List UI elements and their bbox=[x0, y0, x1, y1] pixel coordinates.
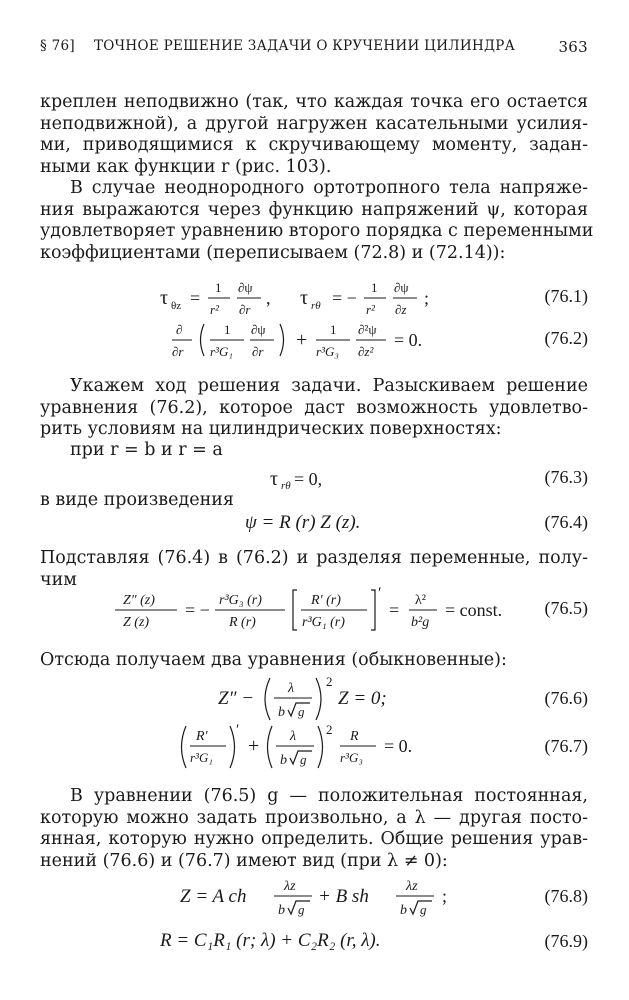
paragraph-4 bbox=[40, 548, 588, 591]
equals-zero: = 0. bbox=[394, 330, 423, 350]
text-line: В уравнении (76.5) g — положительная постоянная, bbox=[70, 786, 588, 806]
text-line: чим bbox=[40, 569, 77, 590]
equation-body: ψ = R (r) Z (z). bbox=[245, 512, 361, 533]
equation-76-2 bbox=[40, 318, 588, 362]
equals-minus: = − bbox=[185, 600, 210, 620]
text-line: которую можно задать произвольно, а λ — другая посто- bbox=[40, 807, 588, 828]
exponent: 2 bbox=[326, 674, 333, 689]
text-line: янная, которую нужно определить. Общие решения урав- bbox=[40, 829, 588, 850]
condition-text: при r = b и r = a bbox=[70, 440, 223, 460]
text-line: ными как функции r (рис. 103). bbox=[40, 156, 332, 177]
text-line: Укажем ход решения задачи. Разыскиваем решение bbox=[70, 376, 588, 396]
running-header bbox=[40, 38, 588, 60]
paragraph-5 bbox=[40, 650, 588, 672]
equation-number: (76.2) bbox=[544, 328, 588, 348]
running-title: ТОЧНОЕ РЕШЕНИЕ ЗАДАЧИ О КРУЧЕНИИ ЦИЛИНДРА bbox=[94, 38, 516, 54]
text-line: В случае неоднородного ортотропного тела напряже- bbox=[70, 178, 588, 198]
text-line: Подставляя (76.4) в (76.2) и разделяя переменные, полу- bbox=[40, 548, 588, 568]
denominator: ∂z bbox=[395, 302, 407, 317]
prime-mark: ′ bbox=[378, 585, 382, 602]
semicolon: ; bbox=[442, 886, 448, 906]
z-double-prime: Z″ − bbox=[218, 688, 255, 709]
denominator: ∂r bbox=[172, 344, 184, 359]
paragraph-2 bbox=[40, 178, 594, 264]
denominator: r³G₃ bbox=[316, 344, 339, 359]
equation-number: (76.5) bbox=[544, 598, 588, 618]
equation-number: (76.8) bbox=[544, 886, 588, 906]
numerator: ∂ψ bbox=[238, 280, 253, 295]
numerator: R bbox=[350, 729, 359, 744]
equation-number: (76.4) bbox=[544, 512, 588, 532]
product-text: в виде произведения bbox=[40, 490, 234, 510]
plus-sign: + bbox=[296, 329, 308, 351]
text-line: креплен неподвижно (так, что каждая точка его остается bbox=[40, 92, 588, 112]
numerator: ∂²ψ bbox=[358, 322, 377, 337]
denominator-b: b bbox=[278, 705, 285, 720]
numerator: R′ bbox=[196, 729, 208, 744]
tau-symbol: τ bbox=[160, 287, 169, 309]
numerator: 1 bbox=[330, 322, 337, 337]
equation-head: Z = A ch bbox=[180, 886, 247, 907]
plus-b-sh: + B sh bbox=[318, 886, 369, 907]
page-number: 363 bbox=[558, 38, 588, 56]
tau-symbol: τ bbox=[270, 468, 279, 490]
denominator: r³G₁ (r) bbox=[302, 615, 345, 630]
text-line: неподвижной), а другой нагружен касательными усилия- bbox=[40, 113, 588, 134]
numerator: R′ (r) bbox=[311, 593, 341, 608]
equals-minus: = − bbox=[332, 288, 357, 308]
equation-76-4 bbox=[40, 510, 588, 536]
equation-76-7 bbox=[40, 722, 588, 772]
denominator-b: b bbox=[280, 753, 287, 768]
denominator: r³G₁ bbox=[210, 344, 233, 359]
equation-76-9 bbox=[40, 928, 588, 956]
paragraph-3 bbox=[40, 376, 588, 441]
numerator: λ bbox=[290, 729, 297, 744]
numerator: ∂ψ bbox=[394, 280, 409, 295]
equation-rest: = 0, bbox=[294, 469, 323, 489]
equation-76-8 bbox=[40, 872, 588, 922]
denominator-b: b bbox=[278, 903, 285, 918]
numerator: λz bbox=[406, 879, 418, 894]
tau-symbol: τ bbox=[300, 287, 309, 309]
equation-tail: Z = 0; bbox=[338, 688, 387, 709]
comma: , bbox=[266, 288, 271, 308]
numerator: r³G₃ (r) bbox=[219, 593, 262, 608]
denominator-g: g bbox=[298, 704, 305, 719]
section-marker: § 76] bbox=[40, 38, 75, 54]
equation-number: (76.3) bbox=[544, 467, 588, 487]
equation-76-1 bbox=[40, 276, 588, 320]
numerator: λ bbox=[288, 681, 295, 696]
equation-number: (76.6) bbox=[544, 688, 588, 708]
denominator: r³G₁ bbox=[190, 750, 213, 765]
equation-76-6 bbox=[40, 674, 588, 724]
denominator: r³G₃ bbox=[340, 750, 363, 765]
semicolon: ; bbox=[424, 288, 430, 308]
denominator-g: g bbox=[300, 752, 307, 767]
text-line: коэффициентами (переписываем (72.8) и (72.14)): bbox=[40, 242, 506, 263]
text-line: рить условиям на цилиндрических поверхностях: bbox=[40, 419, 502, 440]
equals-const: = const. bbox=[445, 600, 503, 620]
denominator: R (r) bbox=[229, 615, 256, 630]
equation-76-5 bbox=[40, 586, 588, 634]
denominator: ∂r bbox=[252, 344, 264, 359]
prime-mark: ′ bbox=[236, 722, 240, 738]
numerator: ∂ bbox=[176, 322, 183, 337]
denominator: Z (z) bbox=[123, 615, 150, 630]
equals-zero: = 0. bbox=[384, 736, 413, 756]
subscript: rθ bbox=[311, 300, 321, 312]
plus-sign: + bbox=[248, 735, 260, 757]
denominator: b²g bbox=[411, 615, 430, 630]
denominator: r² bbox=[366, 302, 375, 317]
numerator: λ² bbox=[415, 593, 426, 608]
equals-sign: = bbox=[190, 288, 201, 308]
equation-number: (76.1) bbox=[544, 286, 588, 306]
denominator: ∂r bbox=[239, 302, 251, 317]
paragraph-6 bbox=[40, 786, 588, 872]
equals-sign: = bbox=[389, 600, 400, 620]
denominator-g: g bbox=[420, 902, 427, 917]
equation-body: R = C₁R₁ (r; λ) + C₂R₂ (r, λ). bbox=[160, 930, 381, 951]
numerator: 1 bbox=[215, 280, 222, 295]
text-line: нений (76.6) и (76.7) имеют вид (при λ ≠ 0): bbox=[40, 850, 448, 871]
denominator-b: b bbox=[400, 903, 407, 918]
numerator: λz bbox=[284, 879, 296, 894]
equation-number: (76.7) bbox=[544, 736, 588, 756]
text-line: Отсюда получаем два уравнения (обыкновенные): bbox=[40, 650, 507, 670]
denominator: ∂z² bbox=[358, 344, 374, 359]
subscript: rθ bbox=[281, 480, 291, 492]
paragraph-1 bbox=[40, 92, 588, 178]
text-line: ми, приводящимися к скручивающему моменту, задан- bbox=[40, 135, 588, 156]
denominator: r² bbox=[210, 302, 219, 317]
numerator: ∂ψ bbox=[251, 322, 266, 337]
equation-number: (76.9) bbox=[544, 931, 588, 951]
denominator-g: g bbox=[298, 902, 305, 917]
subscript: θz bbox=[171, 300, 182, 312]
numerator: Z″ (z) bbox=[123, 593, 155, 608]
exponent: 2 bbox=[326, 722, 333, 737]
numerator: 1 bbox=[371, 280, 378, 295]
text-line: удовлетворяет уравнению второго порядка с переменными bbox=[40, 221, 594, 242]
numerator: 1 bbox=[224, 322, 231, 337]
text-line: уравнения (76.2), которое даст возможность удовлетво- bbox=[40, 397, 588, 418]
equation-76-3 bbox=[40, 465, 588, 491]
text-line: ния выражаются через функцию напряжений ψ, которая bbox=[40, 199, 588, 220]
